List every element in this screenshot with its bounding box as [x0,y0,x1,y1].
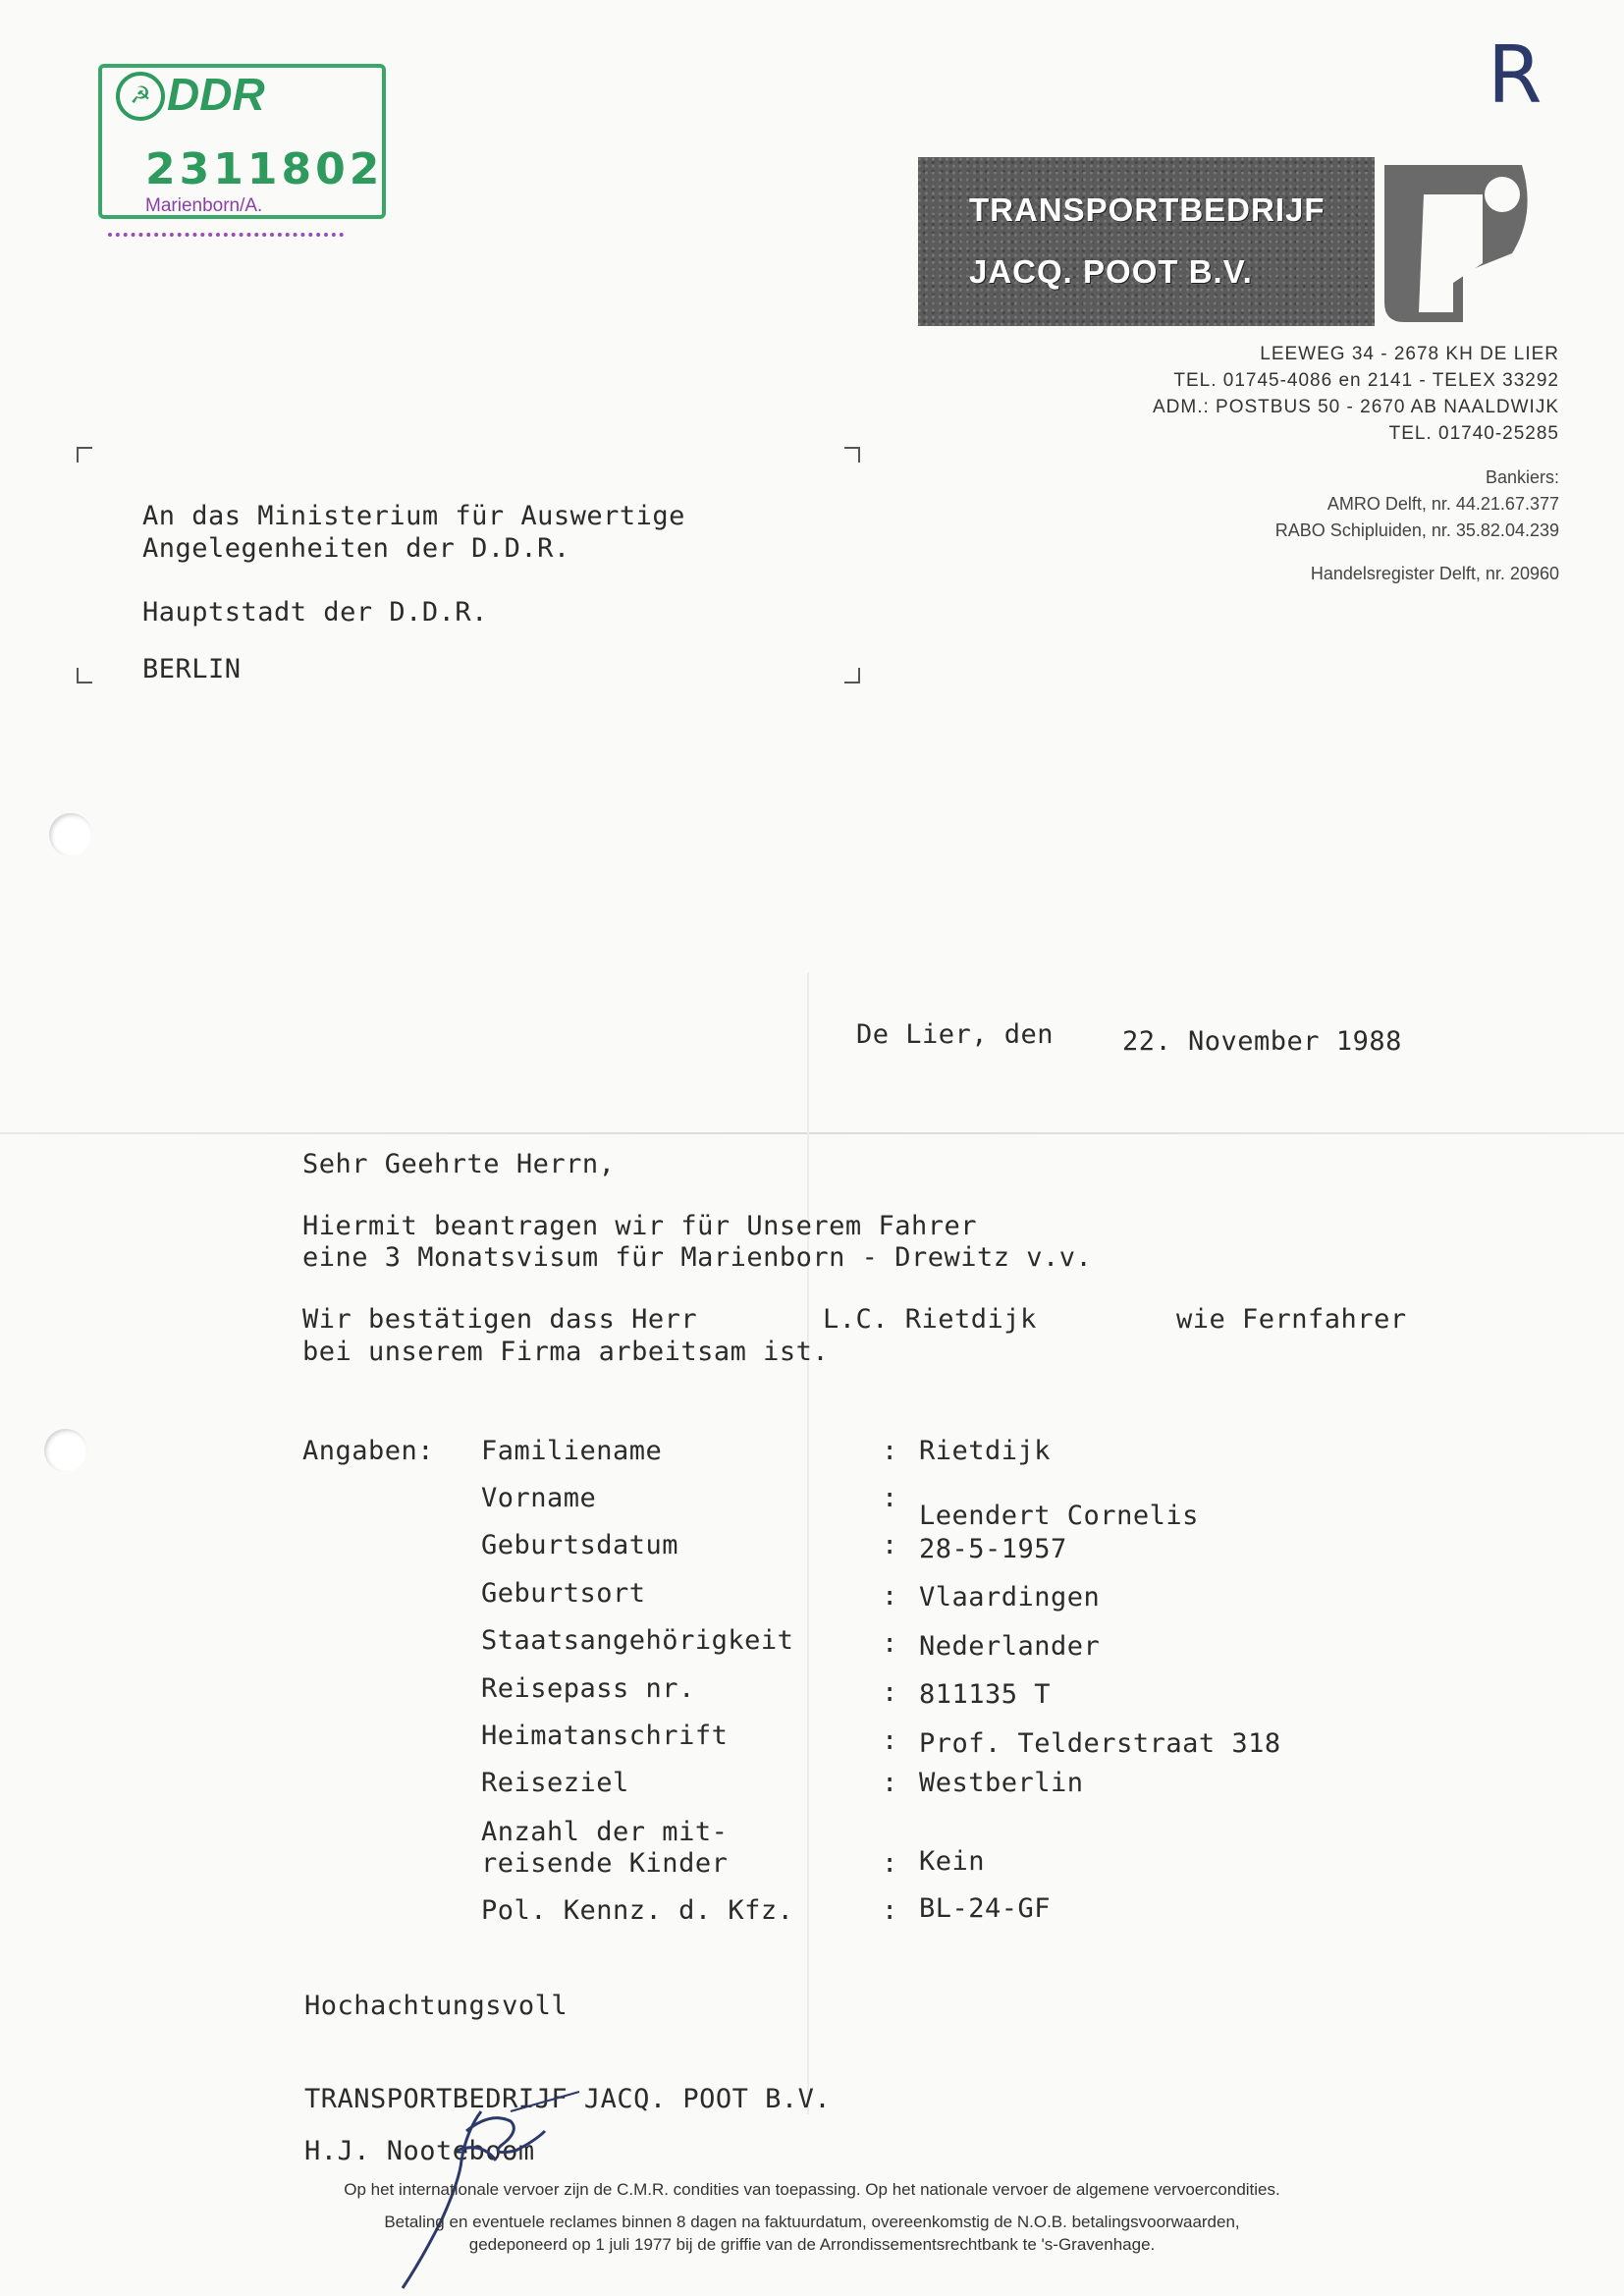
detail-colon: : [882,1768,898,1798]
detail-colon: : [882,1436,898,1466]
detail-field: Familiename [481,1436,663,1466]
detail-field: Vorname [481,1483,597,1513]
detail-colon: : [882,1895,898,1926]
handwritten-mark: R [1488,29,1543,121]
detail-value: Prof. Telderstraat 318 [919,1728,1281,1759]
recipient-line-1: An das Ministerium für Auswertige [142,501,685,531]
footer-line-2: Betaling en eventuele reclames binnen 8 dagen na faktuurdatum, overeenkomstig de N.O.B. betalingsvoorwaarden, [384,2213,1240,2231]
punch-hole-bottom [44,1429,87,1472]
ddr-entry-stamp [98,64,383,241]
detail-value: Kein [919,1846,986,1877]
punch-hole-top [49,813,92,856]
footer-line-1: Op het internationale vervoer zijn de C.M.R. condities van toepassing. Op het nationale vervoer de algemene vervoercondities. [344,2180,1280,2199]
detail-value: Rietdijk [919,1436,1052,1466]
detail-value: Westberlin [919,1768,1084,1798]
detail-colon: : [882,1628,898,1659]
bank-label: Bankiers: [1485,467,1559,487]
detail-field: Heimatanschrift [481,1721,729,1751]
paper-fold-horizontal [0,1132,1624,1134]
ddr-emblem-icon: ☭ [116,72,165,121]
paper-fold-vertical [807,972,809,2114]
footer-line-3: gedeponeerd op 1 juli 1977 bij de griffie van de Arrondissementsrechtbank te 's-Gravenhage. [468,2235,1156,2254]
detail-field: reisende Kinder [481,1848,729,1879]
date-place: De Lier, den [856,1019,1055,1050]
detail-field: Staatsangehörigkeit [481,1625,794,1656]
address-line-2: TEL. 01745-4086 en 2141 - TELEX 33292 [1173,370,1559,391]
body-para1-line2: eine 3 Monatsvisum für Marienborn - Drewitz v.v. [302,1242,1093,1273]
closing-greeting: Hochachtungsvoll [304,1991,568,2021]
closing-signer: H.J. Nooteboom [304,2136,535,2166]
stamp-scribble [108,221,344,237]
detail-value: 28-5-1957 [919,1534,1067,1564]
company-name-line2: JACQ. POOT B.V. [969,253,1253,290]
window-corner-bl [77,668,92,683]
recipient-line-2: Angelegenheiten der D.D.R. [142,533,570,564]
trade-register: Handelsregister Delft, nr. 20960 [1310,564,1559,583]
detail-field: Anzahl der mit- [481,1817,729,1847]
stamp-place: Marienborn/A. [145,195,263,216]
detail-field: Pol. Kennz. d. Kfz. [481,1895,794,1926]
detail-colon: : [882,1483,898,1513]
address-line-1: LEEWEG 34 - 2678 KH DE LIER [1260,344,1559,364]
recipient-line-3: Hauptstadt der D.D.R. [142,597,488,628]
stamp-date: 2311802 [145,144,384,194]
body-para2-line1b: wie Fernfahrer [1176,1304,1407,1335]
recipient-line-4: BERLIN [142,654,242,684]
address-line-3: ADM.: POSTBUS 50 - 2670 AB NAALDWIJK [1152,397,1559,417]
window-corner-br [844,668,860,683]
salutation: Sehr Geehrte Herrn, [302,1149,616,1179]
detail-colon: : [882,1725,898,1756]
detail-field: Geburtsdatum [481,1530,679,1560]
company-name-line1: TRANSPORTBEDRIJF [969,191,1326,228]
bank-line-1: AMRO Delft, nr. 44.21.67.377 [1326,494,1559,514]
body-para2-line1a: Wir bestätigen dass Herr [302,1304,698,1335]
detail-value: Nederlander [919,1631,1101,1662]
detail-colon: : [882,1530,898,1560]
detail-field: Reisepass nr. [481,1673,695,1704]
window-corner-tl [77,447,92,463]
closing-company: TRANSPORTBEDRIJF JACQ. POOT B.V. [304,2084,832,2114]
window-corner-tr [844,447,860,463]
company-logo-block [918,157,1397,326]
detail-field: Geburtsort [481,1578,646,1609]
detail-colon: : [882,1848,898,1879]
detail-field: Reiseziel [481,1768,629,1798]
detail-value: BL-24-GF [919,1893,1052,1924]
detail-colon: : [882,1677,898,1708]
letter-date: 22. November 1988 [1122,1026,1402,1057]
address-line-4: TEL. 01740-25285 [1388,423,1559,444]
details-label: Angaben: [302,1436,435,1466]
company-emblem-icon [1375,155,1542,332]
detail-value: Vlaardingen [919,1582,1101,1613]
driver-name: L.C. Rietdijk [823,1304,1037,1335]
body-para2-line2: bei unserem Firma arbeitsam ist. [302,1337,830,1367]
detail-value: Leendert Cornelis [919,1501,1199,1531]
bank-line-2: RABO Schipluiden, nr. 35.82.04.239 [1274,520,1559,540]
body-para1-line1: Hiermit beantragen wir für Unserem Fahrer [302,1211,977,1241]
detail-value: 811135 T [919,1679,1052,1710]
stamp-country: DDR [167,69,265,120]
detail-colon: : [882,1581,898,1612]
